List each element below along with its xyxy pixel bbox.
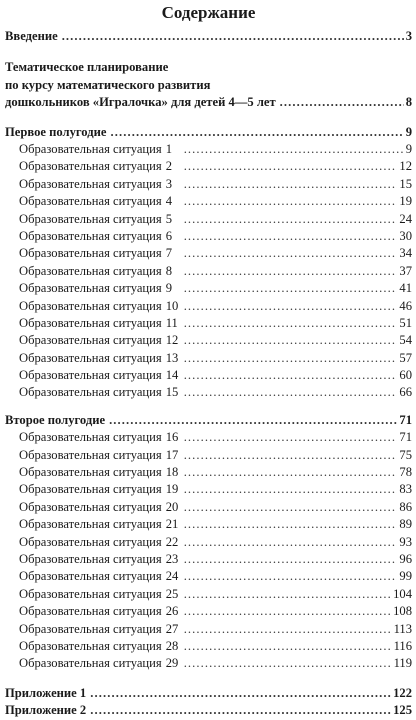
entry-page-number: 71 bbox=[399, 430, 412, 445]
entry-number: 26 bbox=[165, 604, 179, 619]
dot-leader bbox=[184, 350, 398, 367]
dot-leader bbox=[184, 263, 398, 280]
dot-leader bbox=[184, 464, 398, 481]
toc-entry-situation[interactable] bbox=[5, 603, 412, 620]
entry-number: 3 bbox=[165, 176, 172, 191]
entry-label: Образовательная ситуация bbox=[19, 246, 162, 261]
toc-entry-appendix[interactable] bbox=[5, 685, 412, 702]
entry-number: 13 bbox=[165, 350, 179, 365]
entry-number: 7 bbox=[165, 246, 172, 261]
entry-page-number: 75 bbox=[399, 447, 412, 462]
entry-number: 16 bbox=[165, 430, 179, 445]
dot-leader bbox=[184, 516, 398, 533]
entry-label: Образовательная ситуация bbox=[19, 141, 162, 156]
entry-label: Первое полугодие bbox=[5, 124, 107, 139]
entry-number: 14 bbox=[165, 368, 179, 383]
entry-page-number: 96 bbox=[399, 551, 412, 566]
entry-number: 22 bbox=[165, 534, 179, 549]
entry-page-number: 104 bbox=[393, 586, 412, 601]
dot-leader bbox=[184, 193, 398, 210]
entry-page-number: 113 bbox=[393, 621, 412, 636]
entry-page-number: 46 bbox=[399, 298, 412, 313]
entry-page-number: 99 bbox=[399, 569, 412, 584]
toc-entry-situation[interactable] bbox=[5, 464, 412, 481]
entry-label: Образовательная ситуация bbox=[19, 211, 162, 226]
entry-page-number: 19 bbox=[399, 194, 412, 209]
dot-leader bbox=[184, 551, 398, 568]
entry-number: 25 bbox=[165, 586, 179, 601]
entry-number: 15 bbox=[165, 385, 179, 400]
toc-entry-situation[interactable] bbox=[5, 228, 412, 245]
entry-label: Образовательная ситуация bbox=[19, 621, 162, 636]
dot-leader bbox=[184, 481, 398, 498]
entry-number: 28 bbox=[165, 638, 179, 653]
dot-leader bbox=[184, 245, 398, 262]
entry-page-number: 34 bbox=[399, 246, 412, 261]
entry-page-number: 108 bbox=[393, 604, 412, 619]
dot-leader bbox=[184, 315, 398, 332]
entry-label: Образовательная ситуация bbox=[19, 482, 162, 497]
toc-entry-situation[interactable] bbox=[5, 429, 412, 446]
entry-label: Образовательная ситуация bbox=[19, 281, 162, 296]
entry-page-number: 51 bbox=[399, 315, 412, 330]
entry-number: 4 bbox=[165, 194, 172, 209]
entry-label: Образовательная ситуация bbox=[19, 159, 162, 174]
dot-leader bbox=[184, 568, 398, 585]
toc-entry-appendix[interactable] bbox=[5, 702, 412, 719]
entry-page-number: 78 bbox=[399, 465, 412, 480]
entry-page-number: 116 bbox=[393, 638, 412, 653]
toc-entry-situation[interactable] bbox=[5, 141, 412, 158]
entry-label: Образовательная ситуация bbox=[19, 534, 162, 549]
entry-label: Образовательная ситуация bbox=[19, 604, 162, 619]
entry-label: Образовательная ситуация bbox=[19, 385, 162, 400]
entry-page-number: 24 bbox=[399, 211, 412, 226]
entry-label: Образовательная ситуация bbox=[19, 298, 162, 313]
entry-number: 9 bbox=[165, 281, 172, 296]
entry-label: Приложение 1 bbox=[5, 685, 87, 700]
entry-label: Образовательная ситуация bbox=[19, 499, 162, 514]
entry-number: 8 bbox=[165, 263, 172, 278]
toc-entry-situation[interactable] bbox=[5, 481, 412, 498]
page-title: Содержание bbox=[161, 3, 256, 22]
toc-entry-half1[interactable] bbox=[5, 124, 412, 141]
toc-entry-situation[interactable] bbox=[5, 298, 412, 315]
dot-leader bbox=[184, 158, 398, 175]
entry-label: Второе полугодие bbox=[5, 412, 106, 427]
entry-label: Образовательная ситуация bbox=[19, 368, 162, 383]
entry-page-number: 86 bbox=[399, 499, 412, 514]
entry-label: Образовательная ситуация bbox=[19, 656, 162, 671]
dot-leader bbox=[184, 367, 398, 384]
entry-number: 5 bbox=[165, 211, 172, 226]
toc-entry-situation[interactable] bbox=[5, 193, 412, 210]
toc-entry-situation[interactable] bbox=[5, 263, 412, 280]
entry-page-number: 66 bbox=[399, 385, 412, 400]
entry-page-number: 122 bbox=[393, 685, 412, 700]
entry-page-number: 41 bbox=[399, 281, 412, 296]
dot-leader bbox=[90, 685, 391, 702]
entry-page-number: 12 bbox=[399, 159, 412, 174]
entry-label: Образовательная ситуация bbox=[19, 315, 162, 330]
toc-entry-situation[interactable] bbox=[5, 280, 412, 297]
entry-page-number: 83 bbox=[399, 482, 412, 497]
entry-page-number: 89 bbox=[399, 517, 412, 532]
dot-leader bbox=[184, 228, 398, 245]
entry-label: Образовательная ситуация bbox=[19, 263, 162, 278]
entry-number: 23 bbox=[165, 551, 179, 566]
dot-leader bbox=[184, 603, 391, 620]
entry-page-number: 93 bbox=[399, 534, 412, 549]
entry-label: Образовательная ситуация bbox=[19, 569, 162, 584]
dot-leader bbox=[184, 298, 398, 315]
entry-number: 20 bbox=[165, 499, 179, 514]
entry-page-number: 30 bbox=[399, 228, 412, 243]
entry-number: 29 bbox=[165, 656, 179, 671]
toc-entry-situation[interactable] bbox=[5, 551, 412, 568]
dot-leader bbox=[184, 621, 392, 638]
entry-label: Образовательная ситуация bbox=[19, 447, 162, 462]
entry-label: Образовательная ситуация bbox=[19, 228, 162, 243]
toc-entry-situation[interactable] bbox=[5, 350, 412, 367]
dot-leader bbox=[184, 384, 398, 401]
toc-entry-situation[interactable] bbox=[5, 245, 412, 262]
entry-label: Введение bbox=[5, 29, 58, 43]
dot-leader bbox=[184, 176, 398, 193]
entry-label-line: по курсу математического развития bbox=[5, 77, 211, 92]
entry-label: Образовательная ситуация bbox=[19, 586, 162, 601]
dot-leader bbox=[62, 28, 404, 45]
entry-page-number: 9 bbox=[405, 141, 412, 156]
entry-page-number: 3 bbox=[405, 29, 412, 43]
entry-number: 19 bbox=[165, 482, 179, 497]
entry-page-number: 8 bbox=[405, 95, 412, 110]
toc-entry-situation[interactable] bbox=[5, 534, 412, 551]
entry-label: Образовательная ситуация bbox=[19, 465, 162, 480]
toc-entry-intro[interactable] bbox=[5, 28, 412, 45]
entry-label: Образовательная ситуация bbox=[19, 517, 162, 532]
entry-page-number: 60 bbox=[399, 368, 412, 383]
toc-entry-situation[interactable] bbox=[5, 447, 412, 464]
dot-leader bbox=[109, 412, 397, 429]
entry-number: 11 bbox=[165, 315, 178, 330]
entry-page-number: 57 bbox=[399, 350, 412, 365]
entry-page-number: 54 bbox=[399, 333, 412, 348]
entry-label: Образовательная ситуация bbox=[19, 350, 162, 365]
dot-leader bbox=[184, 499, 398, 516]
toc-entry-situation[interactable] bbox=[5, 367, 412, 384]
entry-number: 1 bbox=[165, 141, 172, 156]
entry-number: 6 bbox=[165, 228, 172, 243]
entry-number: 2 bbox=[165, 159, 172, 174]
toc-entry-situation[interactable] bbox=[5, 384, 412, 401]
entry-label: Приложение 2 bbox=[5, 703, 87, 718]
dot-leader bbox=[184, 655, 392, 672]
toc-entry-situation[interactable] bbox=[5, 211, 412, 228]
dot-leader bbox=[90, 702, 391, 719]
entry-label: Образовательная ситуация bbox=[19, 551, 162, 566]
toc-entry-situation[interactable] bbox=[5, 315, 412, 332]
entry-label: Образовательная ситуация bbox=[19, 176, 162, 191]
toc-entry-situation[interactable] bbox=[5, 332, 412, 349]
toc-list-half2 bbox=[5, 429, 412, 672]
entry-page-number: 37 bbox=[399, 263, 412, 278]
dot-leader bbox=[184, 280, 398, 297]
entry-page-number: 15 bbox=[399, 176, 412, 191]
entry-label: Образовательная ситуация bbox=[19, 638, 162, 653]
entry-number: 27 bbox=[165, 621, 179, 636]
toc-list-appendices bbox=[5, 685, 412, 720]
toc-entry-situation[interactable] bbox=[5, 158, 412, 175]
entry-number: 12 bbox=[165, 333, 179, 348]
dot-leader bbox=[184, 534, 398, 551]
entry-page-number: 119 bbox=[393, 656, 412, 671]
dot-leader bbox=[280, 94, 404, 111]
entry-number: 21 bbox=[165, 517, 179, 532]
entry-number: 18 bbox=[165, 465, 179, 480]
entry-label-line: Тематическое планирование bbox=[5, 60, 169, 75]
toc-entry-half2[interactable] bbox=[5, 412, 412, 429]
toc-entry-plan[interactable] bbox=[5, 59, 412, 111]
entry-label: Образовательная ситуация bbox=[19, 333, 162, 348]
entry-label-line: дошкольников «Игралочка» для детей 4—5 лет bbox=[5, 95, 276, 110]
dot-leader bbox=[184, 141, 404, 158]
toc-entry-situation[interactable] bbox=[5, 638, 412, 655]
dot-leader bbox=[184, 447, 398, 464]
dot-leader bbox=[184, 211, 398, 228]
entry-page-number: 125 bbox=[393, 703, 412, 718]
toc-entry-situation[interactable] bbox=[5, 176, 412, 193]
dot-leader bbox=[184, 638, 392, 655]
toc-entry-situation[interactable] bbox=[5, 586, 412, 603]
dot-leader bbox=[184, 429, 398, 446]
entry-label: Образовательная ситуация bbox=[19, 194, 162, 209]
toc-entry-situation[interactable] bbox=[5, 655, 412, 672]
dot-leader bbox=[184, 332, 398, 349]
toc-entry-situation[interactable] bbox=[5, 516, 412, 533]
toc-entry-situation[interactable] bbox=[5, 621, 412, 638]
entry-number: 17 bbox=[165, 447, 179, 462]
entry-label: Образовательная ситуация bbox=[19, 430, 162, 445]
dot-leader bbox=[184, 586, 391, 603]
entry-number: 10 bbox=[165, 298, 179, 313]
toc-list-half1 bbox=[5, 141, 412, 402]
entry-page-number: 71 bbox=[399, 412, 412, 427]
entry-page-number: 9 bbox=[405, 124, 412, 139]
toc-entry-situation[interactable] bbox=[5, 499, 412, 516]
dot-leader bbox=[110, 124, 403, 141]
toc-entry-situation[interactable] bbox=[5, 568, 412, 585]
entry-number: 24 bbox=[165, 569, 179, 584]
